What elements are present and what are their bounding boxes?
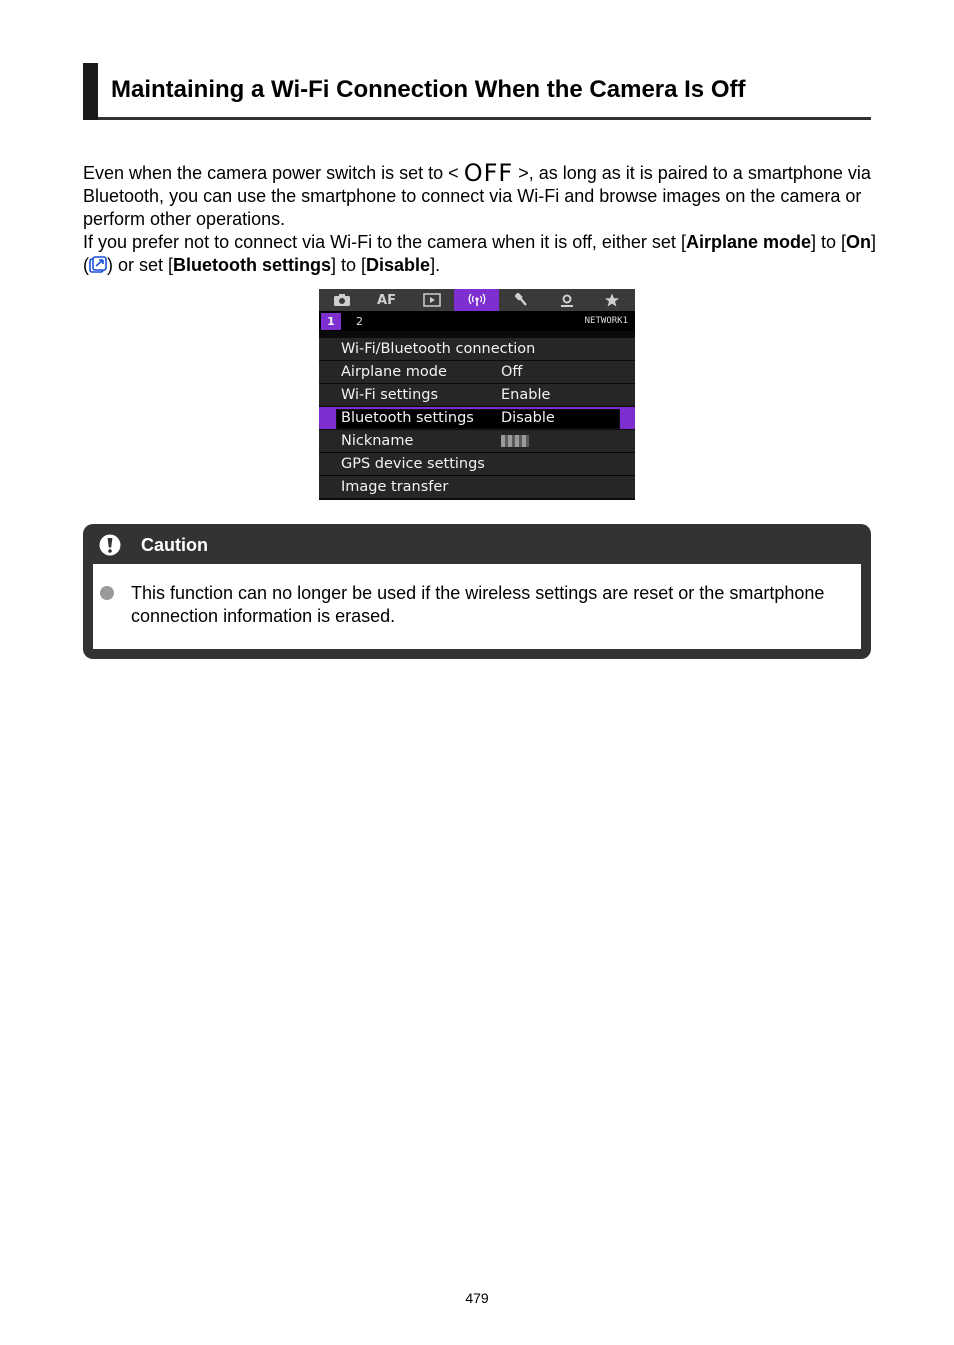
menu-row-label: Bluetooth settings [341, 410, 474, 426]
text-span: >, as long as it is paired to a smartphone via Bluetooth, you can use the smartphone to connect via Wi-Fi and browse images on the camera or perform other operations. [83, 163, 871, 229]
menu-row-image-transfer [319, 476, 635, 498]
text-span: Even when the camera power switch is set to < [83, 163, 464, 183]
menu-row-label: Airplane mode [341, 364, 447, 380]
bullet-icon [100, 586, 114, 600]
page-indicator-2: 2 [356, 315, 363, 328]
menu-row-label: GPS device settings [341, 456, 485, 472]
page-title: Maintaining a Wi-Fi Connection When the Camera Is Off [111, 76, 746, 103]
menu-tab-bar [319, 289, 635, 311]
menu-row-label: Wi-Fi settings [341, 387, 439, 403]
section-heading [83, 63, 871, 120]
heading-bar [83, 63, 98, 120]
text-span: ] ( [83, 232, 877, 275]
menu-row-label: Wi-Fi/Bluetooth connection [341, 341, 536, 357]
caution-box [83, 524, 871, 659]
camera-icon [319, 289, 364, 311]
paragraph-1 [83, 159, 883, 231]
menu-tab-title: NETWORK1 [584, 316, 628, 326]
caution-title: Caution [141, 535, 208, 555]
text-span: ] to [ [810, 232, 846, 252]
bold-term: Bluetooth settings [173, 255, 332, 275]
text-span: ] to [ [331, 255, 367, 275]
star-icon [589, 289, 634, 311]
wireless-icon [454, 289, 499, 311]
menu-row-value: Enable [501, 387, 551, 403]
menu-row-airplane-mode [319, 361, 635, 383]
menu-row-bluetooth-settings-selected [319, 407, 635, 429]
menu-row-value: Off [501, 364, 523, 380]
paragraph-2 [83, 231, 883, 277]
setup-icon [499, 289, 544, 311]
bold-term: On [846, 232, 871, 252]
menu-row-wifi-bluetooth-connection [319, 338, 635, 360]
off-switch-symbol: OFF [463, 159, 514, 187]
text-span: If you prefer not to connect via Wi-Fi to the camera when it is off, either set [ [83, 232, 686, 252]
menu-page-bar [319, 311, 635, 331]
menu-row-value: Disable [501, 410, 555, 426]
text-span: ]. [430, 255, 441, 275]
menu-row-label: Image transfer [341, 479, 449, 495]
menu-row-gps-device-settings [319, 453, 635, 475]
af-tab: AF [377, 292, 396, 308]
page-indicator-1: 1 [321, 313, 341, 330]
caution-content [93, 564, 861, 649]
bold-term: Airplane mode [685, 232, 811, 252]
menu-row-nickname [319, 430, 635, 452]
menu-row-wifi-settings [319, 384, 635, 406]
bold-term: Disable [366, 255, 431, 275]
caution-text: This function can no longer be used if the wireless settings are reset or the smartphone connection information is erased. [131, 583, 825, 626]
caution-icon [98, 533, 122, 557]
page-number: 479 [465, 1290, 489, 1306]
page-link-icon[interactable] [89, 256, 107, 274]
blurred-nickname-value [501, 435, 529, 447]
camera-menu-screenshot [319, 289, 635, 500]
text-span: ) or set [ [107, 255, 174, 275]
custom-icon [544, 289, 589, 311]
menu-row-label: Nickname [341, 433, 414, 449]
body-text [83, 159, 883, 277]
playback-icon [409, 289, 454, 311]
